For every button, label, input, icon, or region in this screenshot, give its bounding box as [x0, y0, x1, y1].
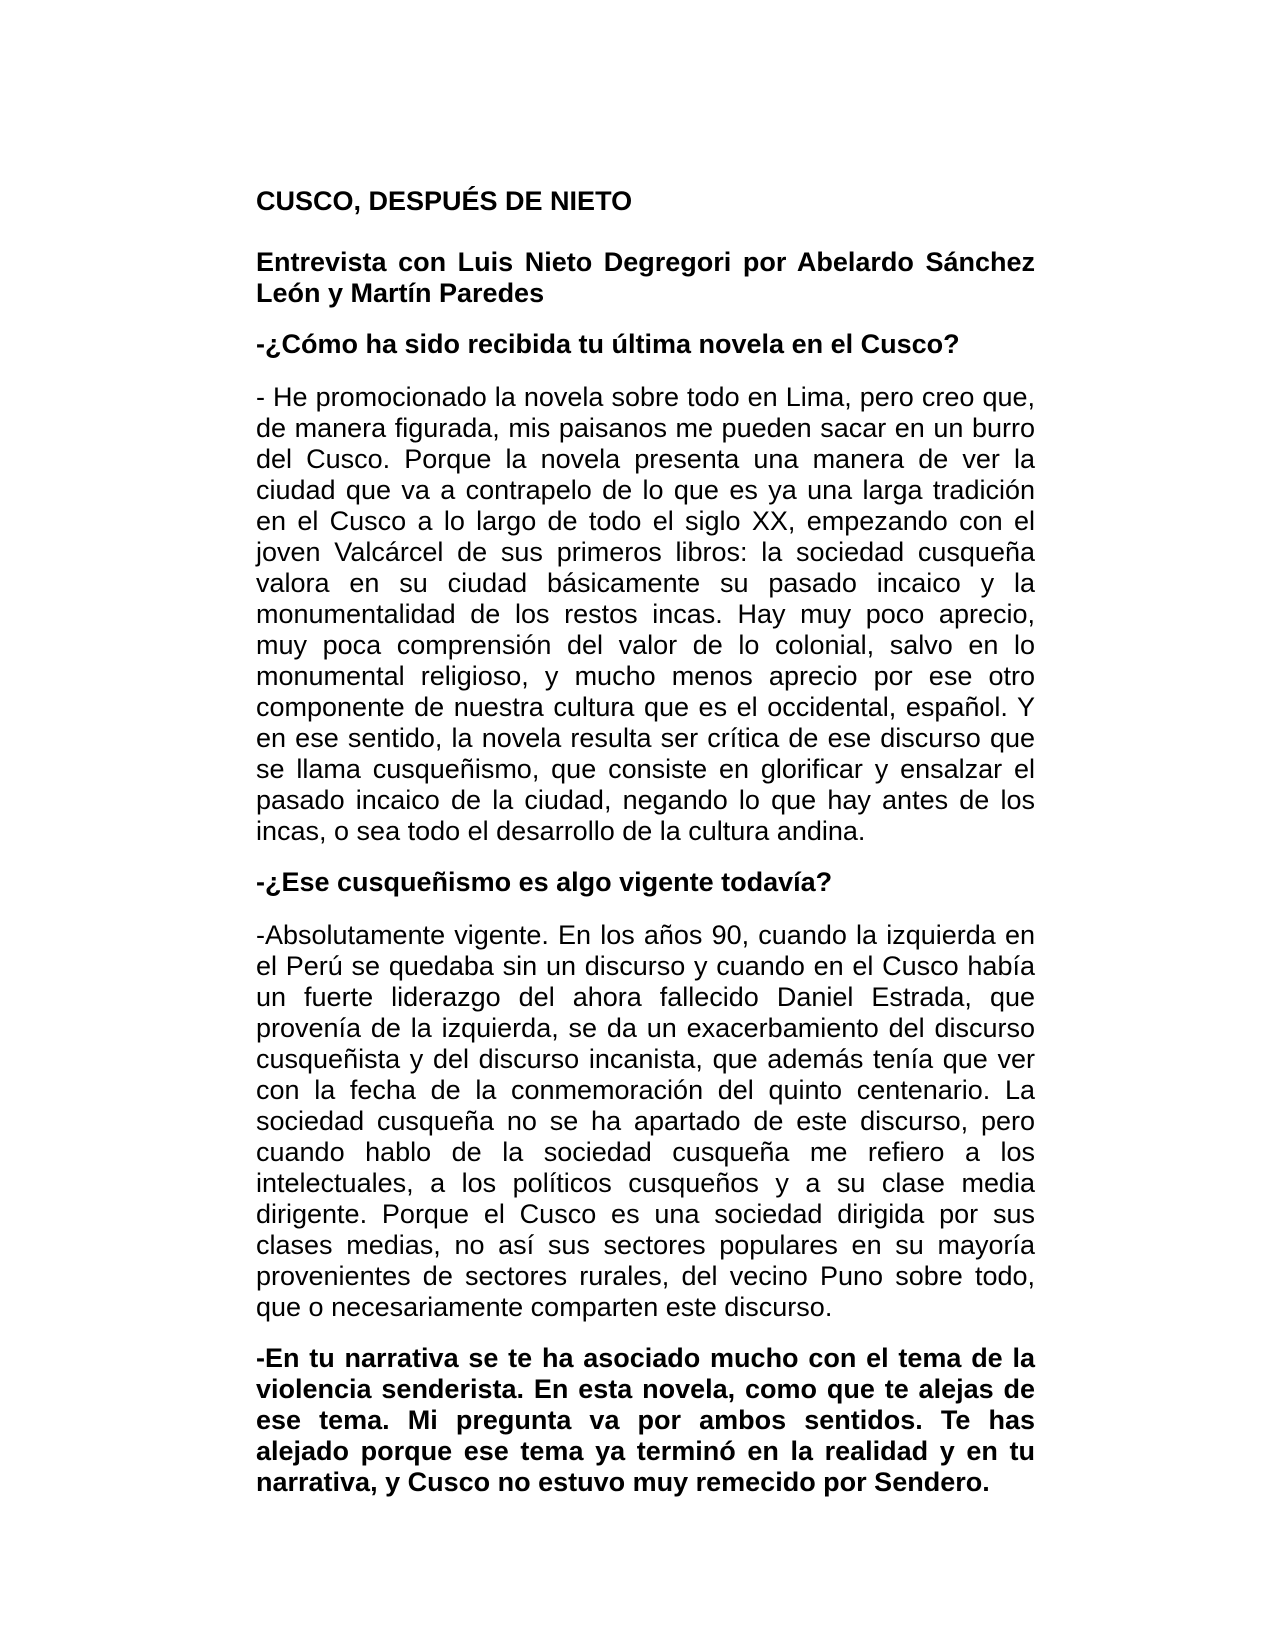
interview-answer-2: -Absolutamente vigente. En los años 90, cuando la izquierda en el Perú se quedaba sin un discurso y cuando en el Cusco había un fuerte liderazgo del ahora fallecido Daniel Estrada, que provenía de la izquierda, se da un exacerbamiento del discurso cusqueñista y del discurso incanista, que además tenía que ver con la fecha de la conmemoración del quinto centenario. La sociedad cusqueña no se ha apartado de este discurso, pero cuando hablo de la sociedad cusqueña me refiero a los intelectuales, a los políticos cusqueños y a su clase media dirigente. Porque el Cusco es una sociedad dirigida por sus clases medias, no así sus sectores populares en su mayoría provenientes de sectores rurales, del vecino Puno sobre todo, que o necesariamente comparten este discurso. — [256, 920, 1035, 1322]
interview-question-3: -En tu narrativa se te ha asociado mucho con el tema de la violencia senderista. En esta novela, como que te alejas de ese tema. Mi pregunta va por ambos sentidos. Te has alejado porque ese tema ya terminó en la realidad y en tu narrativa, y Cusco no estuvo muy remecido por Sendero. — [256, 1343, 1035, 1497]
interview-question-2: -¿Ese cusqueñismo es algo vigente todavía? — [256, 867, 833, 897]
interview-byline: Entrevista con Luis Nieto Degregori por Abelardo Sánchez León y Martín Paredes — [256, 247, 1035, 308]
document-title: CUSCO, DESPUÉS DE NIETO — [256, 186, 633, 216]
interview-question-1: -¿Cómo ha sido recibida tu última novela en el Cusco? — [256, 329, 960, 359]
interview-answer-1: - He promocionado la novela sobre todo en Lima, pero creo que, de manera figurada, mis paisanos me pueden sacar en un burro del Cusco. Porque la novela presenta una manera de ver la ciudad que va a contrapelo de lo que es ya una larga tradición en el Cusco a lo largo de todo el siglo XX, empezando con el joven Valcárcel de sus primeros libros: la sociedad cusqueña valora en su ciudad básicamente su pasado incaico y la monumentalidad de los restos incas. Hay muy poco aprecio, muy poca comprensión del valor de lo colonial, salvo en lo monumental religioso, y mucho menos aprecio por ese otro componente de nuestra cultura que es el occidental, español. Y en ese sentido, la novela resulta ser crítica de ese discurso que se llama cusqueñismo, que consiste en glorificar y ensalzar el pasado incaico de la ciudad, negando lo que hay antes de los incas, o sea todo el desarrollo de la cultura andina. — [256, 382, 1035, 846]
